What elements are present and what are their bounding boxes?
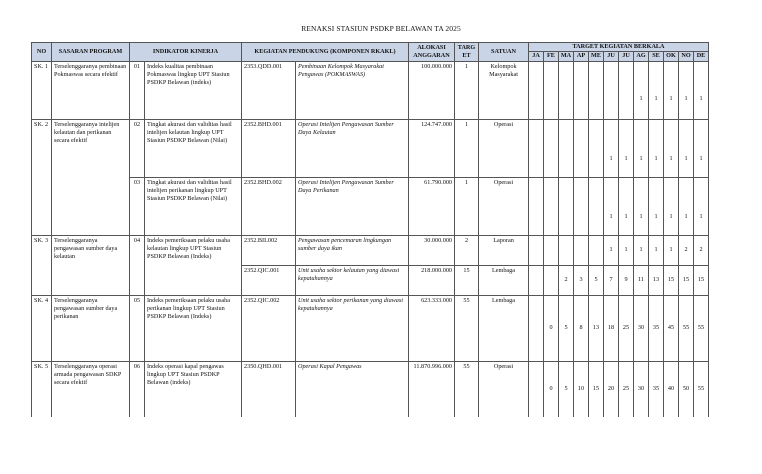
row-no: SK. 1 — [32, 61, 52, 119]
row-month-value: 18 — [604, 295, 619, 361]
row-indikator-no: 02 — [130, 119, 145, 177]
row-month-value: 1 — [604, 235, 619, 265]
row-kegiatan: Pengawasan pencemaran lingkungan sumber daya ikan — [296, 235, 409, 265]
row-month-value: 15 — [679, 265, 694, 295]
table-row — [32, 295, 709, 361]
row-target: 55 — [455, 361, 479, 417]
table-row — [32, 235, 709, 265]
row-kegiatan: Operasi Intelijen Pengawasan Sumber Daya Kelautan — [296, 119, 409, 177]
row-month-value: 35 — [649, 361, 664, 417]
header-target: TARG ET — [455, 43, 479, 62]
row-satuan: Lembaga — [479, 295, 529, 361]
row-month-value: 0 — [544, 361, 559, 417]
row-month-value — [574, 235, 589, 265]
row-month-value: 7 — [604, 265, 619, 295]
table-row — [32, 177, 709, 235]
row-target: 1 — [455, 119, 479, 177]
row-kode-kegiatan: 2352.BHD.001 — [242, 119, 296, 177]
row-month-value — [544, 61, 559, 119]
row-month-value: 9 — [619, 265, 634, 295]
header-satuan: SATUAN — [479, 43, 529, 62]
row-kegiatan: Pembinaan Kelompok Masyarakat Pengawas (POKMASWAS) — [296, 61, 409, 119]
header-alokasi: ALOKASI ANGGARAN — [409, 43, 455, 62]
row-month-value: 55 — [694, 361, 709, 417]
row-month-value — [574, 61, 589, 119]
row-month-value — [589, 61, 604, 119]
header-sasaran: SASARAN PROGRAM — [52, 43, 130, 62]
row-indikator: Tingkat akurasi dan validitas hasil intelijen perikanan lingkup UPT Stasiun PSDKP Belawan (Nilai) — [145, 177, 242, 235]
row-month-value: 1 — [664, 61, 679, 119]
row-sasaran: Terselenggaranya operasi armada pengawasan SDKP secara efektif — [52, 361, 130, 417]
row-alokasi: 100.000.000 — [409, 61, 455, 119]
row-kegiatan: Unit usaha sektor kelautan yang diawasi kepatuhannya — [296, 265, 409, 295]
row-month-value — [589, 177, 604, 235]
header-indikator: INDIKATOR KINERJA — [130, 43, 242, 62]
row-month-value: 11 — [634, 265, 649, 295]
row-kegiatan: Operasi Kapal Pengawas — [296, 361, 409, 417]
row-month-value — [529, 61, 544, 119]
row-month-value: 1 — [694, 119, 709, 177]
row-target: 15 — [455, 265, 479, 295]
row-month-value: 1 — [679, 177, 694, 235]
row-month-value — [544, 177, 559, 235]
row-satuan: Lembaga — [479, 265, 529, 295]
row-month-value — [619, 61, 634, 119]
row-month-value: 25 — [619, 295, 634, 361]
row-month-value — [604, 61, 619, 119]
row-kegiatan: Unit usaha sektor perikanan yang diawasi kepatuhannya — [296, 295, 409, 361]
header-month-6: JU — [619, 51, 634, 61]
row-indikator: Tingkat akurasi dan validitas hasil intelijen kelautan lingkup UPT Stasiun PSDKP Belawan (Nilai) — [145, 119, 242, 177]
row-target: 1 — [455, 177, 479, 235]
row-indikator: Indeks pemeriksaan pelaku usaha kelautan lingkup UPT Stasiun PSDKP Belawan (Indeks) — [145, 235, 242, 295]
row-month-value: 1 — [634, 235, 649, 265]
row-month-value: 5 — [559, 295, 574, 361]
row-month-value: 0 — [544, 295, 559, 361]
row-month-value: 1 — [634, 61, 649, 119]
row-month-value: 1 — [694, 61, 709, 119]
row-indikator: Indeks pemeriksaan pelaku usaha perikanan lingkup UPT Stasiun PSDKP Belawan (Indeks) — [145, 295, 242, 361]
row-satuan: Laporan — [479, 235, 529, 265]
row-month-value: 55 — [694, 295, 709, 361]
table-row — [32, 61, 709, 119]
row-month-value — [544, 119, 559, 177]
row-indikator-no: 05 — [130, 295, 145, 361]
row-indikator: Indeks kualitas pembinaan Pokmaswas lingkup UPT Stasiun PSDKP Belawan (indeks) — [145, 61, 242, 119]
row-indikator: Indeks operasi kapal pengawas lingkup UPT Stasiun PSDKP Belawan (indeks) — [145, 361, 242, 417]
row-month-value — [589, 235, 604, 265]
row-satuan: Operasi — [479, 177, 529, 235]
row-month-value: 2 — [679, 235, 694, 265]
header-month-7: AG — [634, 51, 649, 61]
row-month-value: 15 — [664, 265, 679, 295]
row-month-value: 20 — [604, 361, 619, 417]
row-target: 2 — [455, 235, 479, 265]
row-month-value: 25 — [619, 361, 634, 417]
row-month-value: 1 — [694, 177, 709, 235]
row-alokasi: 30.000.000 — [409, 235, 455, 265]
row-satuan: Operasi — [479, 361, 529, 417]
row-month-value: 13 — [589, 295, 604, 361]
row-kegiatan: Operasi Intelijen Pengawasan Sumber Daya Perikanan — [296, 177, 409, 235]
row-month-value: 13 — [649, 265, 664, 295]
row-month-value: 2 — [694, 235, 709, 265]
row-month-value — [574, 119, 589, 177]
row-month-value: 1 — [619, 177, 634, 235]
row-alokasi: 124.747.000 — [409, 119, 455, 177]
row-satuan: Operasi — [479, 119, 529, 177]
row-month-value: 35 — [649, 295, 664, 361]
row-sasaran: Terselenggaranya pembinaan Pokmaswas secara efektif — [52, 61, 130, 119]
row-month-value — [559, 119, 574, 177]
row-month-value: 1 — [664, 119, 679, 177]
row-target: 55 — [455, 295, 479, 361]
row-indikator-no: 03 — [130, 177, 145, 235]
row-month-value: 8 — [574, 295, 589, 361]
header-month-11: DE — [694, 51, 709, 61]
document-title: RENAKSI STASIUN PSDKP BELAWAN TA 2025 — [301, 24, 461, 33]
row-kode-kegiatan: 2352.QIC.002 — [242, 295, 296, 361]
row-month-value: 1 — [634, 177, 649, 235]
row-kode-kegiatan: 2350.QHD.001 — [242, 361, 296, 417]
row-month-value: 1 — [604, 119, 619, 177]
row-month-value: 30 — [634, 295, 649, 361]
renaksi-table — [31, 42, 709, 417]
row-month-value — [559, 61, 574, 119]
row-month-value: 1 — [649, 119, 664, 177]
row-no: SK. 4 — [32, 295, 52, 361]
row-month-value: 55 — [679, 295, 694, 361]
row-month-value — [529, 265, 544, 295]
header-month-2: MA — [559, 51, 574, 61]
row-kode-kegiatan: 2353.QDD.001 — [242, 61, 296, 119]
row-month-value: 1 — [649, 235, 664, 265]
row-sasaran: Terselenggaranya pengawasan sumber daya perikanan — [52, 295, 130, 361]
row-month-value: 1 — [619, 119, 634, 177]
row-month-value: 2 — [559, 265, 574, 295]
row-month-value: 45 — [664, 295, 679, 361]
row-alokasi: 61.790.000 — [409, 177, 455, 235]
row-month-value: 5 — [589, 265, 604, 295]
row-month-value: 1 — [649, 177, 664, 235]
header-no: NO — [32, 43, 52, 62]
row-month-value — [544, 265, 559, 295]
row-month-value — [559, 177, 574, 235]
table-row — [32, 361, 709, 417]
header-month-1: FE — [544, 51, 559, 61]
header-month-9: OK — [664, 51, 679, 61]
row-month-value — [529, 119, 544, 177]
row-month-value — [529, 235, 544, 265]
row-month-value — [574, 177, 589, 235]
header-month-3: AP — [574, 51, 589, 61]
row-alokasi: 218.000.000 — [409, 265, 455, 295]
header-month-0: JA — [529, 51, 544, 61]
row-kode-kegiatan: 2352.BIL002 — [242, 235, 296, 265]
row-month-value: 30 — [634, 361, 649, 417]
row-month-value — [529, 177, 544, 235]
header-month-10: NO — [679, 51, 694, 61]
row-month-value: 1 — [634, 119, 649, 177]
row-month-value: 1 — [679, 61, 694, 119]
row-no: SK. 2 — [32, 119, 52, 235]
row-kode-kegiatan: 2352.QIC.001 — [242, 265, 296, 295]
row-month-value — [529, 295, 544, 361]
row-month-value: 1 — [619, 235, 634, 265]
row-month-value: 15 — [589, 361, 604, 417]
row-indikator-no: 06 — [130, 361, 145, 417]
header-target-berkala: TARGET KEGIATAN BERKALA — [529, 43, 709, 52]
row-month-value: 1 — [679, 119, 694, 177]
header-month-8: SE — [649, 51, 664, 61]
row-month-value: 1 — [604, 177, 619, 235]
header-month-5: JU — [604, 51, 619, 61]
row-month-value: 40 — [664, 361, 679, 417]
row-alokasi: 11.870.996.000 — [409, 361, 455, 417]
row-sasaran: Terselenggaranya pengawasan sumber daya kelautan — [52, 235, 130, 295]
row-month-value: 1 — [649, 61, 664, 119]
row-no: SK. 5 — [32, 361, 52, 417]
row-month-value: 3 — [574, 265, 589, 295]
row-target: 1 — [455, 61, 479, 119]
header-month-4: ME — [589, 51, 604, 61]
row-month-value — [559, 235, 574, 265]
row-alokasi: 623.333.000 — [409, 295, 455, 361]
row-indikator-no: 04 — [130, 235, 145, 295]
row-month-value — [589, 119, 604, 177]
row-no: SK. 3 — [32, 235, 52, 295]
header-kegiatan: KEGIATAN PENDUKUNG (KOMPONEN RKAKL) — [242, 43, 409, 62]
row-month-value: 10 — [574, 361, 589, 417]
row-month-value: 5 — [559, 361, 574, 417]
row-indikator-no: 01 — [130, 61, 145, 119]
row-month-value: 1 — [664, 235, 679, 265]
row-satuan: Kelompok Masyarakat — [479, 61, 529, 119]
row-sasaran: Terselenggaranya intelijen kelautan dan perikanan secara efektif — [52, 119, 130, 235]
row-month-value — [544, 235, 559, 265]
row-month-value: 50 — [679, 361, 694, 417]
row-kode-kegiatan: 2352.BHD.002 — [242, 177, 296, 235]
row-month-value: 1 — [664, 177, 679, 235]
table-row — [32, 119, 709, 177]
row-month-value: 15 — [694, 265, 709, 295]
row-month-value — [529, 361, 544, 417]
